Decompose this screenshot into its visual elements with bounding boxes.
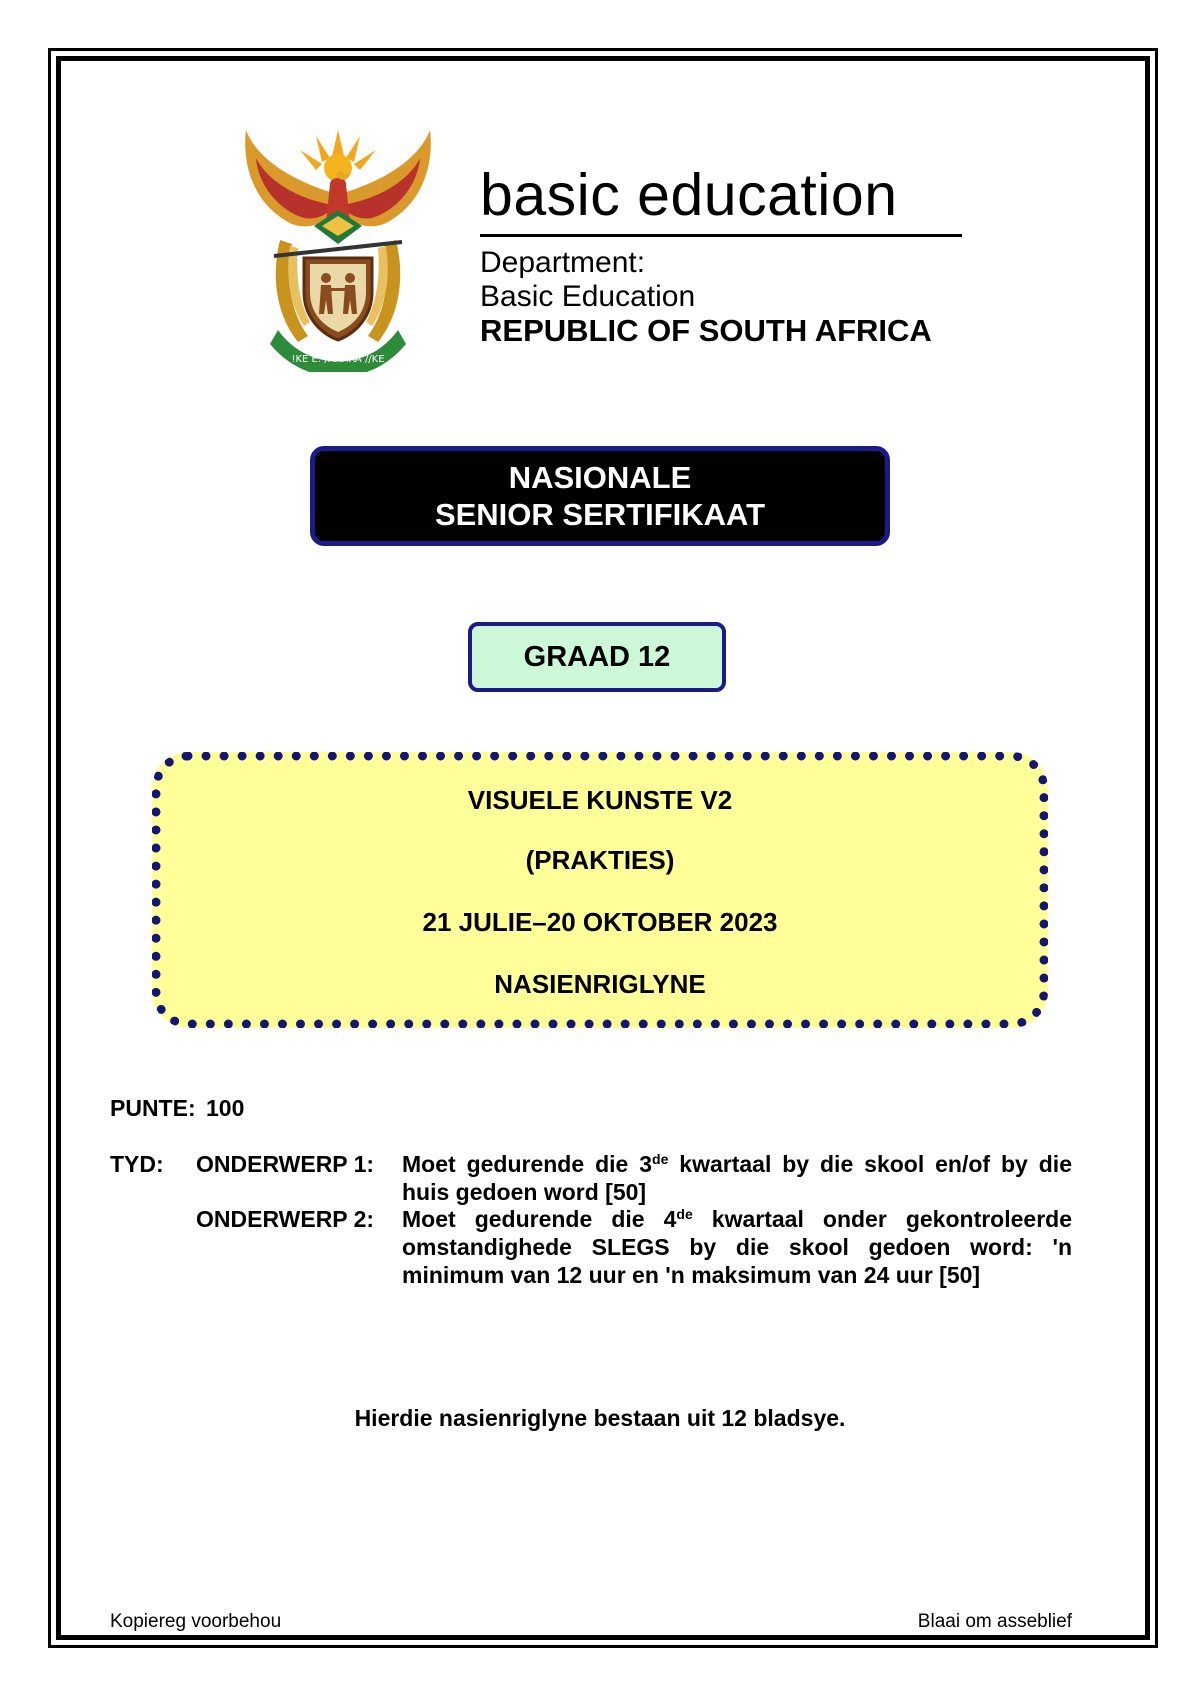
certificate-banner [310, 446, 890, 546]
department-name: Basic Education [480, 280, 696, 313]
topic-2-description: Moet gedurende die 4de kwartaal onder gekontroleerde omstandighede SLEGS by die skool gedoen word: 'n minimum van 12 uur en 'n maksimum van 24 uur [50] [402, 1206, 1072, 1288]
topic-2-label: ONDERWERP 2: [196, 1206, 375, 1232]
logo-title: basic education [480, 162, 898, 228]
subject-panel [152, 752, 1048, 1028]
topic-1-description: Moet gedurende die 3de kwartaal by die skool en/of by die huis gedoen word [50] [402, 1151, 1072, 1205]
exam-dates: 21 JULIE–20 OKTOBER 2023 [422, 907, 778, 937]
coat-of-arms-icon [238, 122, 438, 372]
marks-value: 100 [206, 1095, 245, 1121]
page-count-note: Hierdie nasienriglyne bestaan uit 12 bladsye. [354, 1405, 846, 1431]
time-label: TYD: [110, 1151, 164, 1177]
country-name: REPUBLIC OF SOUTH AFRICA [480, 313, 932, 348]
topic-1-label: ONDERWERP 1: [196, 1151, 375, 1177]
marks-label: PUNTE: [110, 1095, 196, 1121]
certificate-line-2: SENIOR SERTIFIKAAT [434, 497, 766, 532]
subject-type: (PRAKTIES) [525, 845, 675, 875]
crest-motto: !KE E: /XARRA //KE [291, 354, 385, 365]
grade-badge: GRAAD 12 [468, 622, 726, 692]
certificate-line-1: NASIONALE [508, 460, 692, 495]
turn-over-footer: Blaai om asseblief [917, 1611, 1072, 1632]
department-label: Department: [480, 246, 646, 279]
subject-name: VISUELE KUNSTE V2 [467, 785, 733, 815]
document-type: NASIENRIGLYNE [494, 969, 706, 999]
marks-row [110, 1094, 244, 1122]
logo-underline [480, 234, 962, 237]
copyright-footer: Kopiereg voorbehou [110, 1611, 282, 1632]
